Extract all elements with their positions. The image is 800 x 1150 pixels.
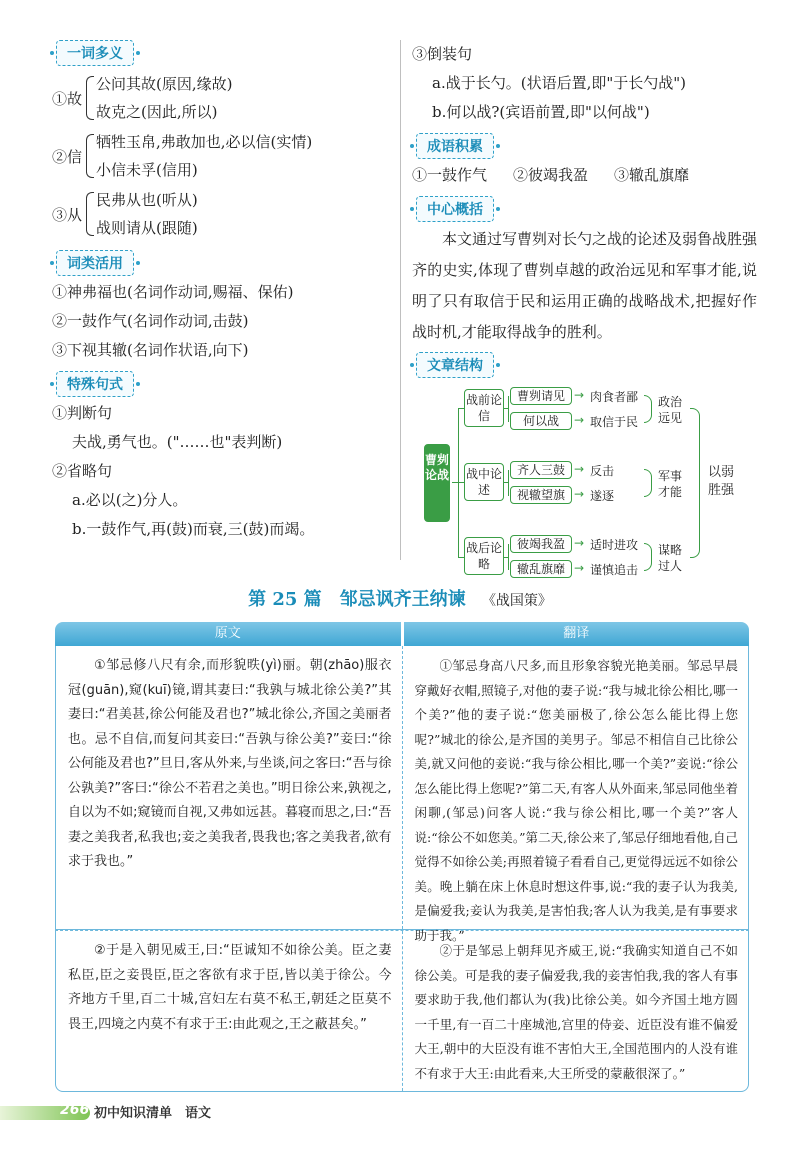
section-tag-center: 中心概括 xyxy=(416,196,494,222)
column-divider xyxy=(400,40,401,560)
inverted-title: ③倒装句 xyxy=(412,45,473,63)
polysemy-list xyxy=(52,70,392,242)
bracket xyxy=(86,134,94,178)
translation-cell xyxy=(402,646,749,943)
structure-diagram xyxy=(412,386,757,577)
polysemy-group xyxy=(52,70,392,126)
arrow-icon: → xyxy=(574,561,585,575)
arrow-icon: → xyxy=(574,536,585,550)
diagram-group: 军事才能 xyxy=(658,469,683,499)
section-tag-structure: 文章结构 xyxy=(416,352,494,378)
polysemy-word: ③从 xyxy=(52,205,83,224)
arrow-icon: → xyxy=(574,462,585,476)
polysemy-items xyxy=(96,70,232,126)
section-title xyxy=(0,585,800,611)
diagram-event: 齐人三鼓 xyxy=(510,461,572,479)
diagram-event: 曹刿请见 xyxy=(510,387,572,405)
section-tag-special: 特殊句式 xyxy=(56,371,134,397)
diagram-stage: 战后论略 xyxy=(464,537,504,575)
idioms-row xyxy=(412,161,757,190)
diagram-event: 彼竭我盈 xyxy=(510,535,572,553)
diagram-stage: 战中论述 xyxy=(464,463,504,501)
diagram-event: 辙乱旗靡 xyxy=(510,560,572,578)
page-footer xyxy=(0,1098,800,1126)
header-original: 原文 xyxy=(55,622,401,646)
bracket xyxy=(86,76,94,120)
section-tag-polysemy: 一词多义 xyxy=(56,40,134,66)
header-translation: 翻译 xyxy=(404,622,750,646)
polysemy-item: 小信未孚(信用) xyxy=(96,161,198,179)
polysemy-item: 民弗从也(听从) xyxy=(96,191,198,209)
polysemy-word: ②信 xyxy=(52,147,83,166)
special-list xyxy=(52,399,392,544)
translation-paragraph: ①邹忌身高八尺多,而且形象容貌光艳美丽。邹忌早晨穿戴好衣帽,照镜子,对他的妻子说:“我与城北徐公相比,哪一个美?”他的妻子说:“您美丽极了,徐公怎么能比得上您呢?”城北的徐公,是齐国的美男子。邹忌不相信自己比徐公美,就又问他的妾说:“我与徐公相比,哪一个美?”妾说:“徐公怎么能比得上您呢?”第二天,有客人从外面来,邹忌同他坐着闲聊,(邹忌)问客人说:“我与徐公相比,哪一个美?”客人说:“徐公不如您美。”第二天,徐公来了,邹忌仔细地看他,自己觉得不如徐公美;再照着镜子看看自己,更觉得远远不如徐公美。晚上躺在床上休息时想这件事,说:“我的妻子认为我美,是偏爱我;妾认为我美,是害怕我;客人认为我美,是有事要求助于我。” xyxy=(414,658,738,943)
special-item: a.必以(之)分人。 xyxy=(72,491,188,509)
wordclass-item: ①神弗福也(名词作动词,赐福、保佑) xyxy=(52,283,294,301)
polysemy-items xyxy=(96,128,312,184)
idiom-item: ①一鼓作气 xyxy=(412,166,488,184)
inverted-item: a.战于长勺。(状语后置,即"于长勺战") xyxy=(432,74,686,92)
diagram-result: 适时进攻 xyxy=(590,538,639,552)
polysemy-word: ①故 xyxy=(52,89,83,108)
special-item: 夫战,勇气也。("……也"表判断) xyxy=(72,433,283,451)
polysemy-item: 公问其故(原因,缘故) xyxy=(96,75,233,93)
diagram-result: 取信于民 xyxy=(590,415,639,429)
diagram-stage: 战前论信 xyxy=(464,389,504,427)
table-header xyxy=(55,622,749,646)
special-item: ①判断句 xyxy=(52,404,113,422)
arrow-icon: → xyxy=(574,388,585,402)
diagram-final: 以弱胜强 xyxy=(708,465,735,498)
polysemy-item: 战则请从(跟随) xyxy=(96,219,198,237)
idiom-item: ③辙乱旗靡 xyxy=(614,166,690,184)
arrow-icon: → xyxy=(574,487,585,501)
text-translation-table xyxy=(55,622,749,1092)
diagram-result: 遂逐 xyxy=(590,489,615,503)
center-summary: 本文通过写曹刿对长勺之战的论述及弱鲁战胜强齐的史实,体现了曹刿卓越的政治远见和军事才能,说明了只有取信于民和运用正确的战略战术,把握好作战时机,才能取得战争的胜利。 xyxy=(412,230,758,341)
original-cell xyxy=(56,646,402,929)
diagram-event: 何以战 xyxy=(510,412,572,430)
polysemy-item: 故克之(因此,所以) xyxy=(96,103,218,121)
translation-paragraph: ②于是邹忌上朝拜见齐威王,说:“我确实知道自己不如徐公美。可是我的妻子偏爱我,我的妾害怕我,我的客人有事要求助于我,他们都认为(我)比徐公美。如今齐国土地方圆一千里,有一百二十座城池,宫里的侍妾、近臣没有谁不偏爱大王,朝中的大臣没有谁不害怕大王,全国范围内的人没有谁不有求于大王:由此看来,大王所受的蒙蔽很深了。” xyxy=(414,943,738,1081)
polysemy-group xyxy=(52,186,392,242)
diagram-result: 肉食者鄙 xyxy=(590,390,639,404)
wordclass-item: ②一鼓作气(名词作动词,击鼓) xyxy=(52,312,249,330)
wordclass-item: ③下视其辙(名词作状语,向下) xyxy=(52,341,249,359)
table-row xyxy=(55,646,749,943)
page-number: 266 xyxy=(60,1102,90,1118)
polysemy-group xyxy=(52,128,392,184)
polysemy-items xyxy=(96,186,198,242)
inverted-item: b.何以战?(宾语前置,即"以何战") xyxy=(432,103,650,121)
original-paragraph: ②于是入朝见威王,曰:“臣诚知不如徐公美。臣之妻私臣,臣之妾畏臣,臣之客欲有求于臣,皆以美于徐公。今齐地方千里,百二十城,宫妇左右莫不私王,朝廷之臣莫不畏王,四境之内莫不有求于王:由此观之,王之蔽甚矣。” xyxy=(68,943,392,1032)
special-item: ②省略句 xyxy=(52,462,113,480)
arrow-icon: → xyxy=(574,413,585,427)
translation-cell xyxy=(402,931,749,1091)
original-cell xyxy=(56,931,402,1091)
special-item: b.一鼓作气,再(鼓)而衰,三(鼓)而竭。 xyxy=(72,520,315,538)
wordclass-list xyxy=(52,278,392,365)
section-tag-wordclass: 词类活用 xyxy=(56,250,134,276)
diagram-result: 反击 xyxy=(590,464,615,478)
table-row xyxy=(55,930,749,1092)
section-source: 《战国策》 xyxy=(481,593,552,609)
left-column xyxy=(52,40,392,544)
section-tag-idioms: 成语积累 xyxy=(416,133,494,159)
diagram-event: 视辙望旗 xyxy=(510,486,572,504)
polysemy-item: 牺牲玉帛,弗敢加也,必以信(实情) xyxy=(96,133,313,151)
diagram-group: 政治远见 xyxy=(658,395,683,425)
idiom-item: ②彼竭我盈 xyxy=(513,166,589,184)
bracket xyxy=(86,192,94,236)
right-column xyxy=(412,40,758,577)
section-title-text: 第 25 篇 邹忌讽齐王纳谏 xyxy=(248,589,466,610)
diagram-group: 谋略过人 xyxy=(658,543,683,573)
diagram-main: 曹刿论战 xyxy=(424,444,450,522)
original-paragraph: ①邹忌修八尺有余,而形貌昳(yì)丽。朝(zhāo)服衣冠(guān),窥(kuī)镜,谓其妻曰:“我孰与城北徐公美?”其妻曰:“君美甚,徐公何能及君也?”城北徐公,齐国之美丽者也。忌不自信,而复问其妾曰:“吾孰与徐公美?”妾曰:“徐公何能及君也?”旦日,客从外来,与坐谈,问之客曰:“吾与徐公孰美?”客曰:“徐公不若君之美也。”明日徐公来,孰视之,自以为不如;窥镜而自视,又弗如远甚。暮寝而思之,曰:“吾妻之美我者,私我也;妾之美我者,畏我也;客之美我者,欲有求于我也。” xyxy=(68,658,392,869)
diagram-result: 谨慎追击 xyxy=(590,563,639,577)
book-title: 初中知识清单 语文 xyxy=(94,1106,212,1121)
